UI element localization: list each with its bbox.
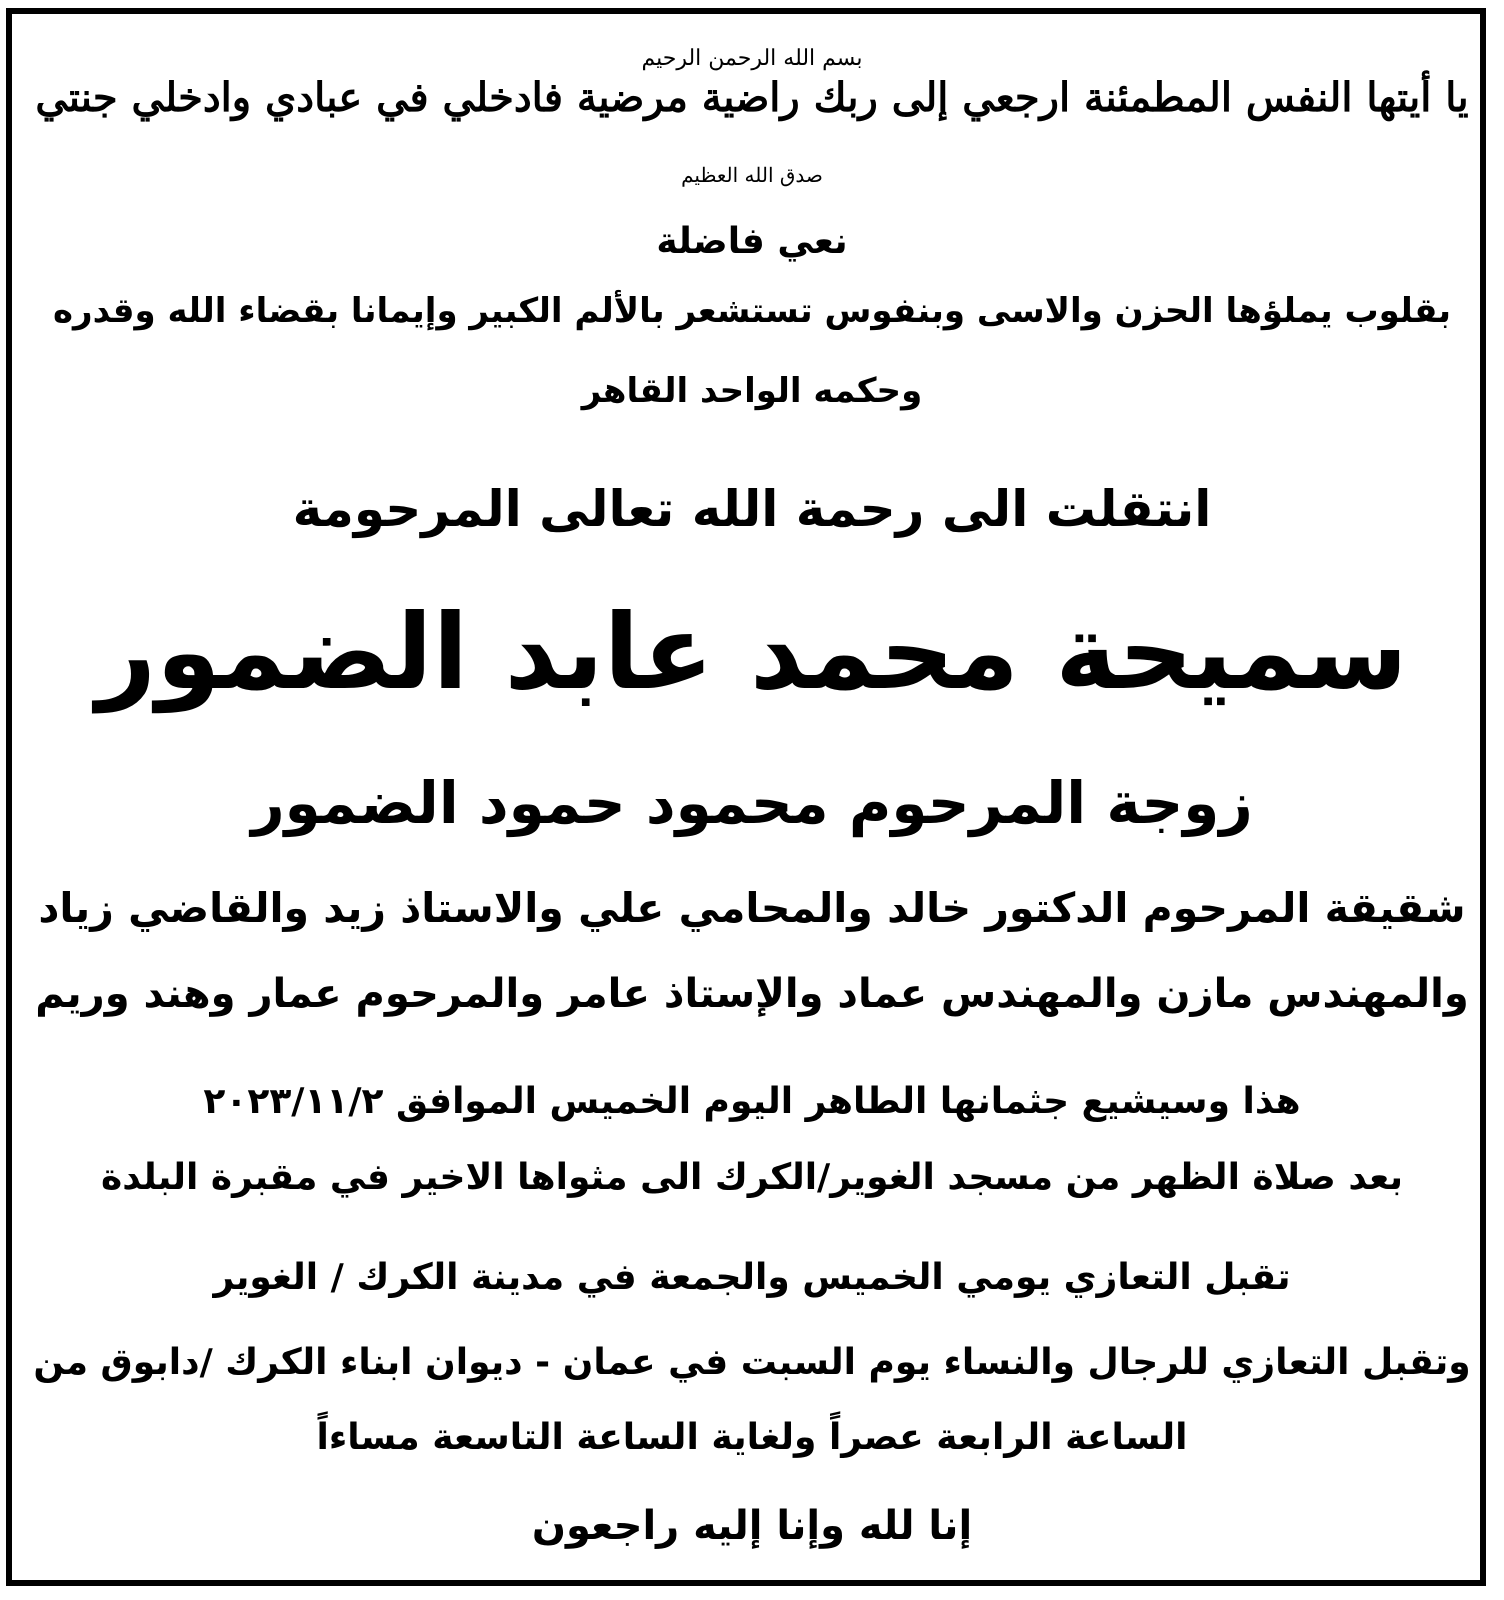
intro-line-2: وحكمه الواحد القاهر [581, 371, 923, 411]
condolences-line-1: تقبل التعازي يومي الخميس والجمعة في مدينة الكرك / الغوير [213, 1257, 1291, 1298]
wife-of-line: زوجة المرحوم محمود حمود الضمور [251, 769, 1253, 837]
basmala: بسم الله الرحمن الرحيم [641, 46, 863, 71]
deceased-name: سميحة محمد عابد الضمور [96, 591, 1408, 713]
siblings-line-2: والمهندس مازن والمهندس عماد والإستاذ عامر والمرحوم عمار وهند وريم [35, 971, 1469, 1017]
condolences-line-3: الساعة الرابعة عصراً ولغاية الساعة التاسعة مساءاً [316, 1417, 1188, 1458]
quran-verse: يا أيتها النفس المطمئنة ارجعي إلى ربك راضية مرضية فادخلي في عبادي وادخلي جنتي [35, 74, 1469, 121]
closing-line: إنا لله وإنا إليه راجعون [531, 1503, 973, 1549]
sadaqa-line: صدق الله العظيم [681, 163, 823, 187]
transfer-line: انتقلت الى رحمة الله تعالى المرحومة [292, 480, 1212, 538]
funeral-line-2: بعد صلاة الظهر من مسجد الغوير/الكرك الى مثواها الاخير في مقبرة البلدة [101, 1157, 1403, 1198]
condolences-line-2: وتقبل التعازي للرجال والنساء يوم السبت في عمان - ديوان ابناء الكرك /دابوق من [33, 1342, 1471, 1383]
intro-line-1: بقلوب يملؤها الحزن والاسى وبنفوس تستشعر بالألم الكبير وإيمانا بقضاء الله وقدره [52, 291, 1452, 331]
notice-heading: نعي فاضلة [656, 221, 848, 262]
funeral-line-1: هذا وسيشيع جثمانها الطاهر اليوم الخميس الموافق ٢٠٢٣/١١/٢ [203, 1081, 1301, 1122]
siblings-line-1: شقيقة المرحوم الدكتور خالد والمحامي علي والاستاذ زيد والقاضي زياد [38, 884, 1466, 932]
